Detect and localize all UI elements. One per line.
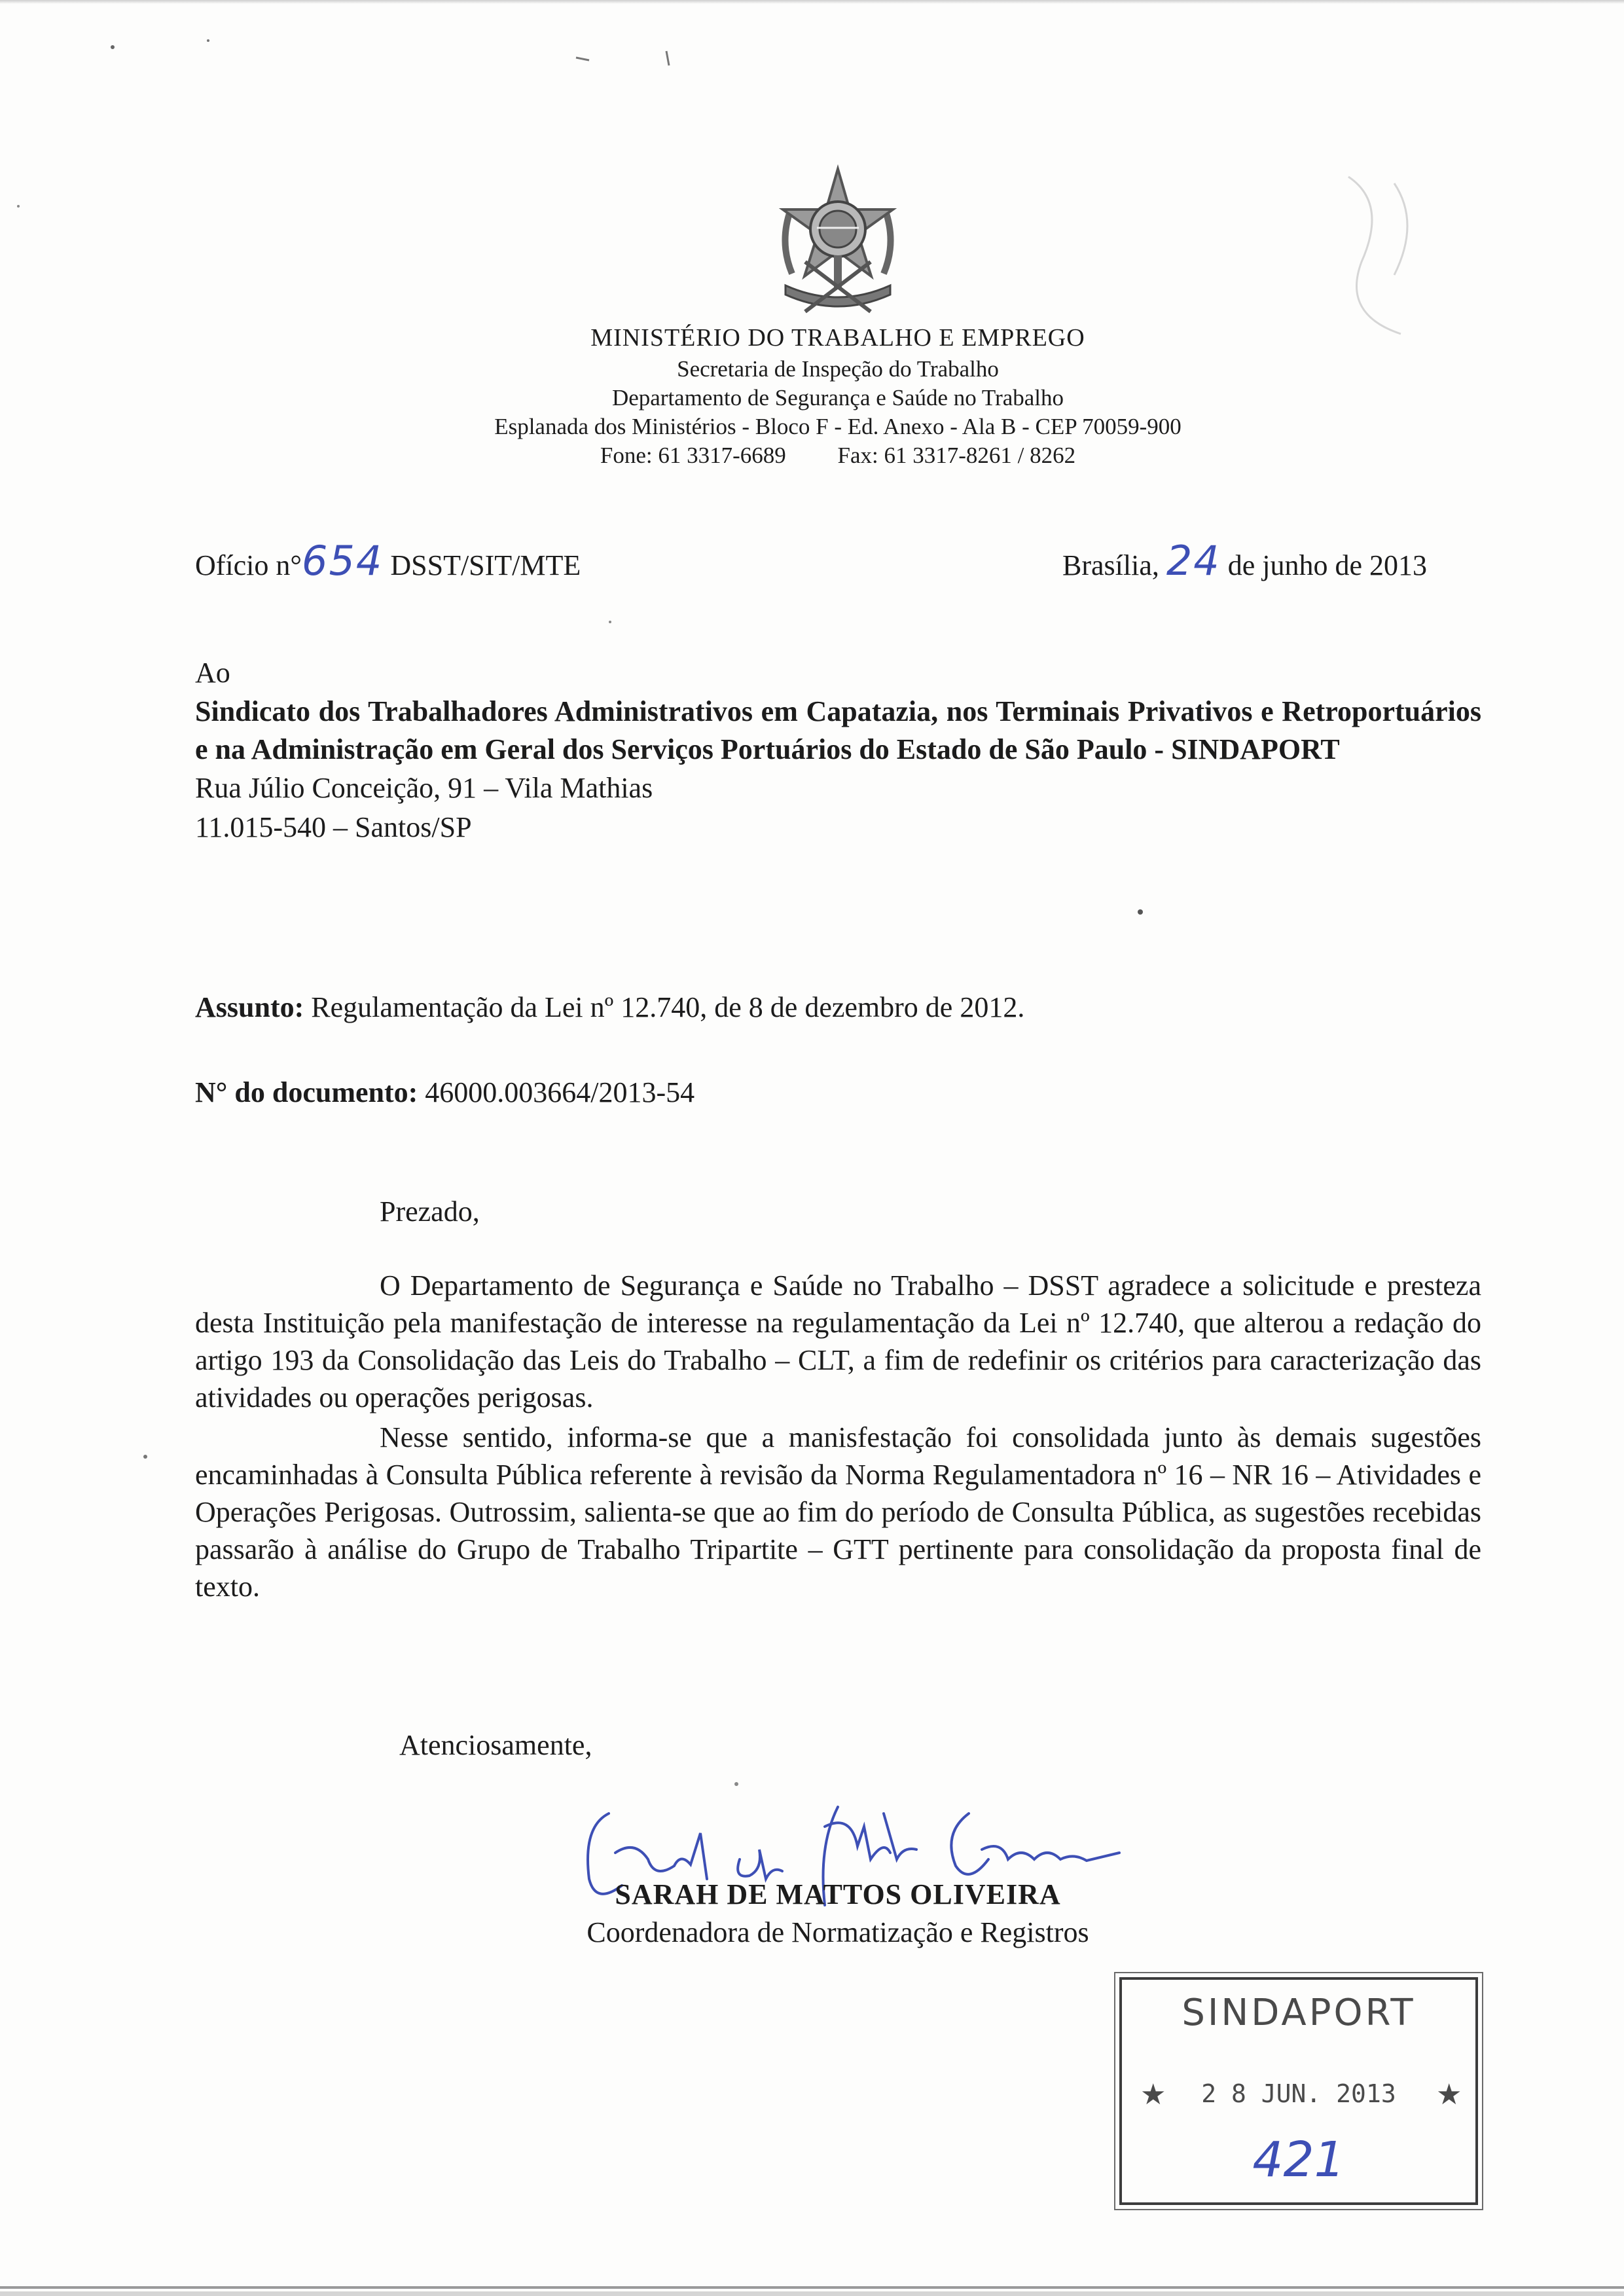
department-name: Departamento de Segurança e Saúde no Trabalho	[611, 385, 1064, 410]
star-icon: ★	[1436, 2079, 1462, 2111]
recipient-salutation: Ao	[195, 657, 230, 689]
recipient-street: Rua Júlio Conceição, 91 – Vila Mathias	[195, 772, 653, 804]
subject-text: Regulamentação da Lei nº 12.740, de 8 de dezembro de 2012.	[311, 991, 1025, 1023]
letterhead	[327, 321, 1348, 470]
secretariat-name: Secretaria de Inspeção do Trabalho	[677, 356, 999, 382]
scan-edge-top	[0, 0, 1624, 4]
recipient-block	[195, 653, 1481, 847]
ministry-name: MINISTÉRIO DO TRABALHO E EMPREGO	[590, 324, 1085, 352]
star-icon: ★	[1140, 2079, 1166, 2111]
document-number-line	[195, 1076, 695, 1109]
signatory-name: SARAH DE MATTOS OLIVEIRA	[615, 1878, 1061, 1910]
greeting: Prezado,	[380, 1195, 480, 1228]
body-paragraph-2: Nesse sentido, informa-se que a manisfestação foi consolidada junto às demais sugestões encaminhadas à Consulta Pública referente à revisão da Norma Regulamentadora nº 16 – NR 16 – Atividades e Operações Perigosas. Outrossim, salienta-se que ao fim do período de Consulta Pública, as sugestões recebidas passarão à análise do Grupo de Trabalho Tripartite – GTT pertinente para consolidação da proposta final de texto.	[195, 1421, 1481, 1603]
stamp-date: 2 8 JUN. 2013	[1201, 2079, 1396, 2108]
date-city: Brasília,	[1062, 549, 1159, 581]
scan-edge-bottom-shadow	[0, 2291, 1624, 2296]
recipient-organization: Sindicato dos Trabalhadores Administrativos em Capatazia, nos Terminais Privativos e Retroportuários e na Administração em Geral dos Serviços Portuários do Estado de São Paulo - SINDAPORT	[195, 695, 1481, 765]
oficio-number-handwritten: 654	[302, 537, 384, 585]
stamp-organization: SINDAPORT	[1182, 1992, 1416, 2034]
letter-date	[1062, 537, 1427, 585]
subject-line	[195, 991, 1024, 1024]
stamp-protocol-number: 421	[1252, 2132, 1345, 2188]
letter-body	[195, 1267, 1481, 1608]
phone-number: Fone: 61 3317-6689	[600, 443, 786, 468]
receipt-stamp	[1119, 1977, 1478, 2205]
letterhead-contacts	[327, 441, 1348, 470]
document-number-label: N° do documento:	[195, 1076, 418, 1108]
fax-number: Fax: 61 3317-8261 / 8262	[837, 443, 1076, 468]
document-number-value: 46000.003664/2013-54	[425, 1076, 695, 1108]
scan-edge-bottom	[0, 2286, 1624, 2289]
oficio-reference	[195, 537, 581, 585]
subject-label: Assunto:	[195, 991, 304, 1023]
signatory-title: Coordenadora de Normatização e Registros	[586, 1916, 1089, 1948]
letterhead-address: Esplanada dos Ministérios - Bloco F - Ed. Anexo - Ala B - CEP 70059-900	[494, 414, 1182, 439]
oficio-prefix: Ofício n°	[195, 549, 302, 581]
recipient-city: 11.015-540 – Santos/SP	[195, 811, 472, 843]
oficio-suffix: DSST/SIT/MTE	[390, 549, 581, 581]
date-rest: de junho de 2013	[1227, 549, 1428, 581]
body-paragraph-1: O Departamento de Segurança e Saúde no Trabalho – DSST agradece a solicitude e presteza desta Instituição pela manifestação de interesse na regulamentação da Lei nº 12.740, que alterou a redação do artigo 193 da Consolidação das Leis do Trabalho – CLT, a fim de redefinir os critérios para caracterização das atividades ou operações perigosas.	[195, 1269, 1481, 1413]
closing: Atenciosamente,	[399, 1729, 592, 1761]
brazil-coat-of-arms-emblem	[766, 164, 910, 321]
date-day-handwritten: 24	[1166, 537, 1221, 585]
